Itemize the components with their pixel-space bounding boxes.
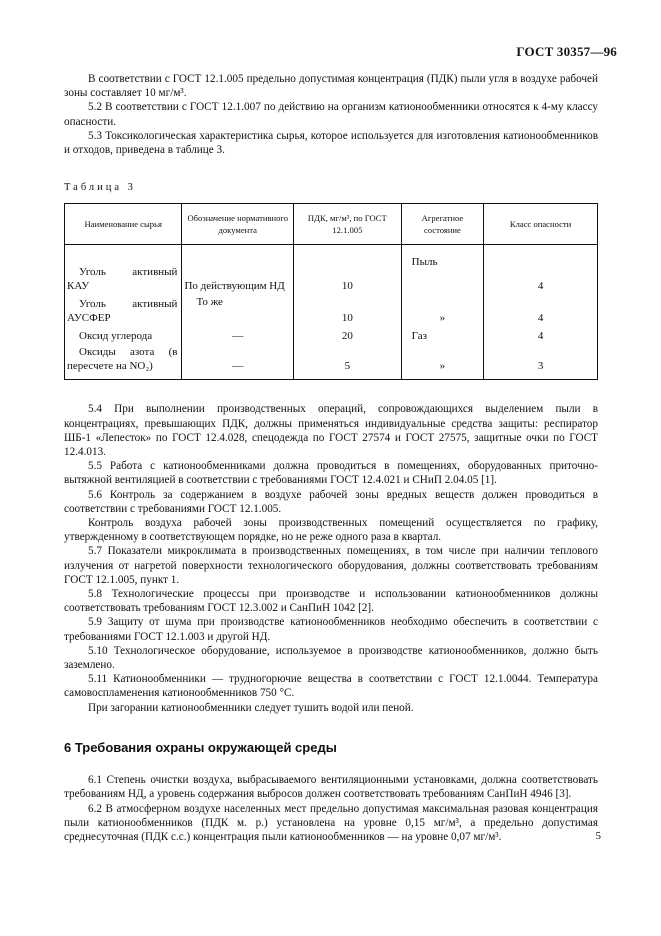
table-row [65, 343, 598, 380]
cell-document: — [182, 325, 294, 343]
cell-hazard-class: 4 [484, 293, 598, 325]
paragraph: 5.8 Технологические процессы при производстве и использовании катионообменников должны соответствовать требованиям ГОСТ 12.3.002 и СанПиН 1042 [2]. [64, 588, 598, 615]
table-row [65, 325, 598, 343]
cell-material: Оксид углерода [65, 325, 182, 343]
paragraph: 6.1 Степень очистки воздуха, выбрасываемого вентиляционными установками, должна соответствовать требованиям НД, а уровень содержания выбросов должен соответствовать требованиям СанПиН 4946 [3]. [64, 774, 598, 801]
paragraph: 5.9 Защиту от шума при производстве катионообменников необходимо обеспечить в соответствии с требованиями ГОСТ 12.1.003 и другой НД. [64, 616, 598, 643]
header-document: Обозначение нормативного документа [182, 204, 294, 245]
cell-document: — [182, 343, 294, 380]
cell-pdk: 20 [294, 325, 402, 343]
toxicology-table [64, 203, 598, 380]
paragraph: 6.2 В атмосферном воздухе населенных мест предельно допустимая максимальная разовая концентрация пыли катионообменников (ПДК м. р.) установлена на уровне 0,15 мг/м³, а предельно допустимая среднесуточная (ПДК с.с.) концентрация пыли катионообменников — на уровне 0,07 мг/м³. [64, 802, 598, 843]
cell-pdk: 10 [294, 293, 402, 325]
paragraph: При загорании катионообменники следует тушить водой или пеной. [88, 701, 414, 714]
paragraph: 5.11 Катионообменники — трудногорючие вещества в соответствии с ГОСТ 12.1.0044. Температура самовоспламенения катионообменников 750 °С. [64, 673, 598, 700]
paragraph: Контроль воздуха рабочей зоны производственных помещений осуществляется по графику, утвержденному в соответствующем порядке, но не реже одного раза в квартал. [64, 517, 598, 544]
paragraph: 5.7 Показатели микроклимата в производственных помещениях, в том числе при наличии теплового излучения от нагретой поверхности технологического оборудования, должны соответствовать требованиям ГОСТ 12.1.005, пункт 1. [64, 545, 598, 586]
page-number: 5 [595, 830, 601, 842]
cell-hazard-class: 4 [484, 245, 598, 294]
cell-state: » [401, 293, 483, 325]
cell-state: » [401, 343, 483, 380]
table-caption: Таблица 3 [64, 182, 136, 194]
paragraph: В соответствии с ГОСТ 12.1.005 предельно допустимая концентрация (ПДК) пыли угля в воздухе рабочей зоны составляет 10 мг/м³. [64, 73, 598, 100]
paragraph: 5.6 Контроль за содержанием в воздухе рабочей зоны вредных веществ должен проводиться в соответствии с требованиями ГОСТ 12.1.005. [64, 488, 598, 515]
cell-hazard-class: 3 [484, 343, 598, 380]
paragraph: 5.3 Токсикологическая характеристика сырья, которое используется для изготовления катионообменников и отходов, приведена в таблице 3. [64, 129, 598, 157]
page-content [64, 72, 598, 844]
header-material: Наименование сырья [65, 204, 182, 245]
cell-state: Пыль [401, 245, 483, 294]
paragraph: 5.5 Работа с катионообменниками должна проводиться в помещениях, оборудованных приточно-вытяжной вентиляцией в соответствии с требованиями ГОСТ 12.4.021 и СНиП 2.04.05 [1]. [64, 460, 598, 487]
table-row [65, 245, 598, 294]
table-row [65, 293, 598, 325]
cell-document: То же [182, 293, 294, 325]
cell-pdk: 10 [294, 245, 402, 294]
header-state: Агрегатное состояние [401, 204, 483, 245]
paragraph: 5.10 Технологическое оборудование, используемое в производстве катионообменников, должно быть заземлено. [64, 644, 598, 672]
paragraph: 5.4 При выполнении производственных операций, сопровождающихся выделением пыли в концентрациях, превышающих ПДК, должны применяться индивидуальные средства защиты: респиратор ШБ-1 «Лепесток» по ГОСТ 12.4.028, спецодежда по ГОСТ 27574 и ГОСТ 27575, защитные очки по ГОСТ 12.4.013. [64, 403, 598, 459]
header-hazard-class: Класс опасности [484, 204, 598, 245]
cell-material: Оксиды азота (в пересчете на NO₂) [65, 343, 182, 380]
document-code: ГОСТ 30357—96 [516, 44, 617, 59]
cell-material: Уголь активный АУСФЕР [65, 293, 182, 325]
cell-document: По действующим НД [182, 245, 294, 294]
cell-state: Газ [401, 325, 483, 343]
header-pdk: ПДК, мг/м³, по ГОСТ 12.1.005 [294, 204, 402, 245]
cell-pdk: 5 [294, 343, 402, 380]
section-heading: 6 Требования охраны окружающей среды [64, 739, 337, 755]
paragraph: 5.2 В соответствии с ГОСТ 12.1.007 по действию на организм катионообменники относятся к 4-му классу опасности. [64, 101, 598, 128]
cell-material: Уголь активный КАУ [65, 245, 182, 294]
cell-hazard-class: 4 [484, 325, 598, 343]
